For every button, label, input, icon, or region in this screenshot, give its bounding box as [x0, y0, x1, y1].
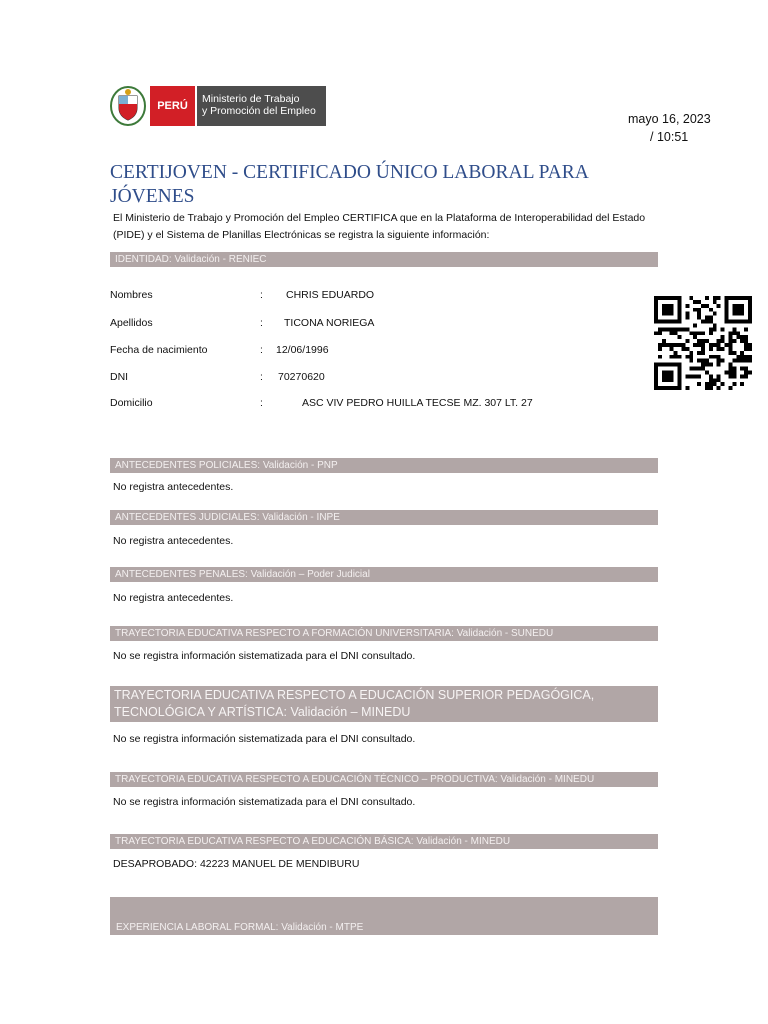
coat-of-arms-icon: [110, 86, 146, 126]
section-text-judiciales: No registra antecedentes.: [113, 535, 234, 547]
field-label-apellidos: Apellidos: [110, 317, 153, 329]
section-text-basica: DESAPROBADO: 42223 MANUEL DE MENDIBURU: [113, 858, 360, 870]
field-value-apellidos: TICONA NORIEGA: [284, 317, 375, 329]
intro-paragraph: El Ministerio de Trabajo y Promoción del Empleo CERTIFICA que en la Plataforma de Interoperabilidad del Estado (PIDE) y el Sistema de Planillas Electrónicas se registra la siguiente información:: [113, 212, 646, 241]
field-label-nombres: Nombres: [110, 289, 153, 301]
section-text-tecnico-productiva: No se registra información sistematizada para el DNI consultado.: [113, 796, 416, 808]
field-colon: :: [260, 371, 263, 383]
field-colon: :: [260, 397, 263, 409]
field-value-dni: 70270620: [278, 371, 325, 383]
section-header-penales: ANTECEDENTES PENALES: Validación – Poder Judicial: [110, 567, 658, 582]
field-label-fecha-nacimiento: Fecha de nacimiento: [110, 344, 208, 356]
ministry-line-1: Ministerio de Trabajo: [202, 93, 300, 105]
field-colon: :: [260, 317, 263, 329]
section-text-policiales: No registra antecedentes.: [113, 481, 234, 493]
identity-section-header: IDENTIDAD: Validación - RENIEC: [110, 252, 658, 267]
ministry-logo: [197, 86, 326, 126]
ministry-line-2: y Promoción del Empleo: [202, 105, 316, 117]
field-value-nombres: CHRIS EDUARDO: [286, 289, 375, 301]
field-colon: :: [260, 289, 263, 301]
field-value-fecha-nacimiento: 12/06/1996: [276, 344, 329, 356]
section-text-superior: No se registra información sistematizada para el DNI consultado.: [113, 733, 416, 745]
issue-time: / 10:51: [650, 130, 689, 144]
peru-logo-label: PERÚ: [150, 86, 195, 126]
section-header-experiencia-laboral: EXPERIENCIA LABORAL FORMAL: Validación - MTPE: [110, 897, 658, 935]
section-header-policiales: ANTECEDENTES POLICIALES: Validación - PNP: [110, 458, 658, 473]
field-label-dni: DNI: [110, 371, 129, 383]
section-header-tecnico-productiva: TRAYECTORIA EDUCATIVA RESPECTO A EDUCACIÓN TÉCNICO – PRODUCTIVA: Validación - MINEDU: [110, 772, 658, 787]
field-value-domicilio: ASC VIV PEDRO HUILLA TECSE MZ. 307 LT. 27: [302, 397, 533, 409]
section-text-universitaria: No se registra información sistematizada para el DNI consultado.: [113, 650, 416, 662]
field-colon: :: [260, 344, 263, 356]
section-header-superior: TRAYECTORIA EDUCATIVA RESPECTO A EDUCACIÓN SUPERIOR PEDAGÓGICA, TECNOLÓGICA Y ARTÍSTICA: Validación – MINEDU: [110, 686, 658, 722]
field-label-domicilio: Domicilio: [110, 397, 153, 409]
section-header-universitaria: TRAYECTORIA EDUCATIVA RESPECTO A FORMACIÓN UNIVERSITARIA: Validación - SUNEDU: [110, 626, 658, 641]
document-title: CERTIJOVEN - CERTIFICADO ÚNICO LABORAL PARA JÓVENES: [110, 162, 588, 207]
section-text-penales: No registra antecedentes.: [113, 592, 234, 604]
qr-code-icon: [654, 296, 752, 390]
section-header-judiciales: ANTECEDENTES JUDICIALES: Validación - INPE: [110, 510, 658, 525]
issue-date: mayo 16, 2023: [628, 112, 711, 126]
section-header-basica: TRAYECTORIA EDUCATIVA RESPECTO A EDUCACIÓN BÁSICA: Validación - MINEDU: [110, 834, 658, 849]
